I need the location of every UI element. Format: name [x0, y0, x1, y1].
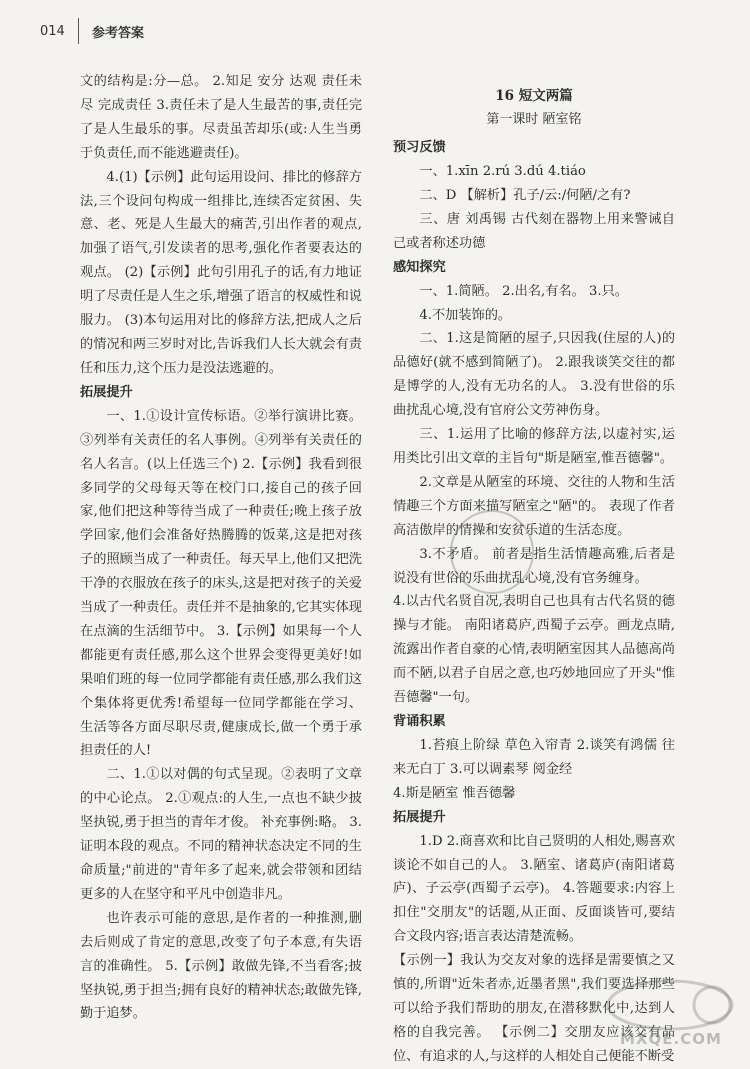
answer-paragraph: 文的结构是:分—总。 2.知足 安分 达观 责任未尽 完成责任 3.责任未了是人生最苦的事,责任完了是人生最乐的事。尽责虽苦却乐(或:人生当勇于负责任,而不能逃避责任)。 — [80, 74, 362, 161]
answer-paragraph: 4.斯是陋室 惟吾德馨 — [393, 785, 516, 801]
answer-paragraph: 二、1.这是简陋的屋子,只因我(住屋的人)的品德好(就不感到简陋了)。 2.跟我谈笑交往的都是博学的人,没有无功名的人。 3.没有世俗的乐曲扰乱心境,没有官府公文劳神伤身。 — [393, 331, 675, 419]
answer-paragraph: 一、1.xīn 2.rú 3.dú 4.tiáo — [419, 164, 586, 179]
header-divider — [78, 18, 79, 44]
answer-paragraph: 三、1.运用了比喻的修辞方法,以虚衬实,运用类比引出文章的主旨句"斯是陋室,惟吾德馨"。 — [393, 427, 675, 466]
answer-paragraph: 4.(1)【示例】此句运用设问、排比的修辞方法,三个设问句构成一组排比,连续否定贫困、失意、老、死是人生最大的痛苦,引出作者的观点,加强了语气,引发读者的思考,强化作者要表达的观点。 (2)【示例】此句引用孔子的话,有力地证明了尽责任是人生之乐,增强了语言的权威性和说服力。 (3)本句运用对比的修辞方法,把成人之后的情况和两三岁时对比,告诉我们人长大就会有责任和压力,这个压力是没法逃避的。 — [80, 169, 362, 376]
answer-paragraph: 【示例一】我认为交友对象的选择是需要慎之又慎的,所谓"近朱者赤,近墨者黑",我们要选择那些可以给予我们帮助的朋友,在潜移默化中,达到人格的自我完善。 【示例二】交朋友应该交有品位、有追求的人,与这样的人相处自己便能不断受 — [393, 953, 675, 1064]
watermark-text: MXQE.COM — [620, 1030, 722, 1048]
answer-paragraph: 二、1.①以对偶的句式呈现。②表明了文章的中心论点。 2.①观点:的人生,一点也不缺少披坚执锐,勇于担当的青年才俊。 补充事例:略。 3.证明本段的观点。不同的精神状态决定不同的生命质量;"前进的"青年多了起来,就会带领和团结更多的人在坚守和平凡中创造非凡。 — [80, 767, 362, 902]
answer-paragraph: 三、唐 刘禹锡 古代刻在器物上用来警诫自己或者称述功德 — [393, 211, 675, 251]
left-column — [80, 70, 362, 1026]
header-title: 参考答案 — [92, 26, 145, 41]
section-heading: 预习反馈 — [393, 140, 446, 155]
section-heading: 背诵积累 — [393, 713, 446, 729]
answer-paragraph: 2.文章是从陋室的环境、交往的人物和生活情趣三个方面来描写陋室之"陋"的。 表现了作者高洁傲岸的情操和安贫乐道的生活态度。 — [393, 474, 675, 538]
page-number: 014 — [40, 24, 65, 39]
section-heading: 拓展提升 — [80, 384, 133, 400]
section-heading: 感知探究 — [393, 259, 446, 275]
answer-paragraph: 1.苔痕上阶绿 草色入帘青 2.谈笑有鸿儒 往来无白丁 3.可以调素琴 阅金经 — [393, 737, 675, 777]
page-header — [0, 0, 750, 58]
right-column — [393, 70, 675, 1069]
faint-stamp — [450, 510, 534, 594]
answer-paragraph: 4.不加装饰的。 — [419, 307, 512, 323]
answer-paragraph: 1.D 2.商喜欢和比自己贤明的人相处,赐喜欢谈论不如自己的人。 3.陋室、诸葛庐(南阳诸葛庐)、子云亭(西蜀子云亭)。 4.答题要求:内容上扣住"交朋友"的话题,从正面、反面谈皆可,要结合文段内容;语言表达清楚流畅。 — [393, 833, 675, 945]
section-heading: 拓展提升 — [393, 809, 446, 825]
answer-paragraph: 一、1.简陋。 2.出名,有名。 3.只。 — [419, 283, 628, 299]
lesson-subtitle: 第一课时 陋室铭 — [486, 112, 582, 127]
lesson-title: 16 短文两篇 — [495, 88, 573, 104]
answer-paragraph: 3.不矛盾。 前者是指生活情趣高雅,后者是说没有世俗的乐曲扰乱心境,没有官务缠身。 — [393, 546, 675, 586]
answer-paragraph: 二、D 【解析】孔子/云:/何陋/之有? — [419, 187, 631, 203]
answer-paragraph: 4.以古代名贤自况,表明自己也具有古代名贤的德操与才能。 南阳诸葛庐,西蜀子云亭。画龙点睛,流露出作者自豪的心情,表明陋室因其人品德高尚而不陋,以君子自居之意,也巧妙地回应了开头"惟吾德馨"一句。 — [393, 594, 675, 706]
answer-paragraph: 一、1.①设计宣传标语。②举行演讲比赛。③列举有关责任的名人事例。④列举有关责任的名人名言。(以上任选三个) 2.【示例】我看到很多同学的父母每天等在校门口,接自己的孩子回家,他们把这种等待当成了一种责任;晚上孩子放学回家,他们会准备好热腾腾的饭菜,这是把对孩子的照顾当成了一种责任。每天早上,他们又把洗干净的衣服放在孩子的床头,这是把对孩子的关爱当成了一种责任。责任并不是抽象的,它其实体现在点滴的生活细节中。 3.【示例】如果每一个人都能更有责任感,那么这个世界会变得更美好!如果咱们班的每一位同学都能有责任感,那么我们这个集体将更优秀!希望每一位同学都能在学习、生活等各方面尽职尽责,健康成长,做一个勇于承担责任的人! — [80, 408, 362, 759]
answer-paragraph: 也许表示可能的意思,是作者的一种推测,删去后则成了肯定的意思,改变了句子本意,有失语言的准确性。 5.【示例】敢做先锋,不当看客;披坚执锐,勇于担当;拥有良好的精神状态;敢做先锋,勤于追梦。 — [80, 910, 362, 1022]
